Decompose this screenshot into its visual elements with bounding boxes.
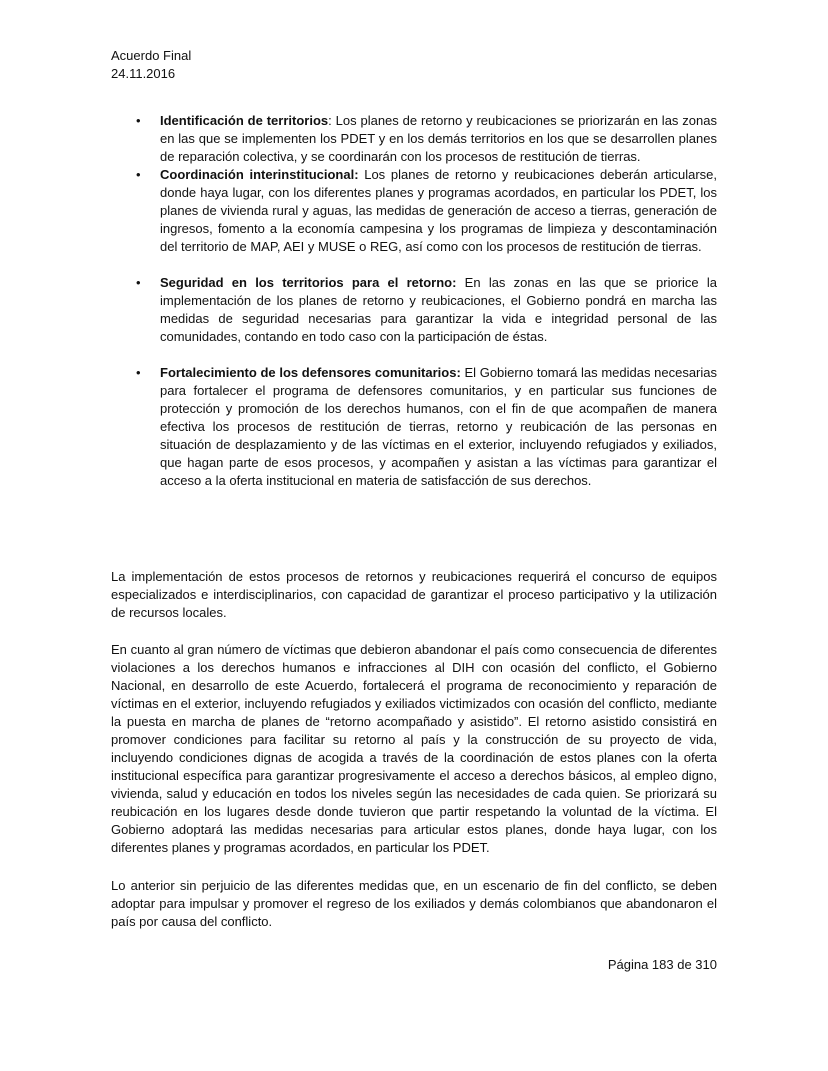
list-item <box>136 112 718 166</box>
bullet-text: Los planes de retorno y reubicaciones deberán articularse, donde haya lugar, con los diferentes planes y programas acordados, en particular los PDET, los planes de vivienda rural y aguas, las medidas de generación de acceso a tierras, generación de ingresos, fomento a la economía campesina y los programas de limpieza y descontaminación del territorio de MAP, AEI y MUSE o REG, así como con los procesos de restitución de tierras. <box>160 167 717 254</box>
list-item <box>136 274 717 346</box>
bullet-marker: • <box>136 365 141 380</box>
document-header <box>111 47 191 83</box>
bullet-marker: • <box>136 275 141 290</box>
body-paragraph: En cuanto al gran número de víctimas que debieron abandonar el país como consecuencia de diferentes violaciones a los derechos humanos e infracciones al DIH con ocasión del conflicto, el Gobierno Nacional, en desarrollo de este Acuerdo, fortalecerá el programa de reconocimiento y reparación de víctimas en el exterior, incluyendo refugiados y exiliados victimizados con ocasión del conflicto, mediante la puesta en marcha de planes de “retorno acompañado y asistido”. El retorno asistido consistirá en promover condiciones para facilitar su retorno al país y la construcción de su proyecto de vida, incluyendo condiciones dignas de acogida a través de la coordinación de estos planes con la oferta institucional específica para garantizar progresivamente el acceso a derechos básicos, al empleo digno, vivienda, salud y educación en todos los niveles según las necesidades de cada quien. Se priorizará su reubicación en los lugares desde donde tuvieron que partir respetando la voluntad de la víctima. El Gobierno adoptará las medidas necesarias para articular estos planes, donde haya lugar, con los diferentes planes y programas acordados, en particular los PDET. <box>111 642 717 855</box>
list-item <box>136 364 718 490</box>
bullet-heading: Fortalecimiento de los defensores comunitarios: <box>160 365 461 380</box>
bullet-text: : Los planes de retorno y reubicaciones se priorizarán en las zonas en las que se implementen los PDET y en los demás territorios en los que se desarrollen planes de reparación colectiva, y se coordinarán con los procesos de restitución de tierras. <box>160 113 718 164</box>
document-title: Acuerdo Final <box>111 48 192 63</box>
bullet-text: El Gobierno tomará las medidas necesarias para fortalecer el programa de defensores comunitarios, y en particular sus funciones de protección y promoción de los derechos humanos, con el fin de que acompañen de manera efectiva los procesos de restitución de tierras, retorno y reubicación de las personas en situación de desplazamiento y de las víctimas en el exterior, incluyendo refugiados y exiliados, que hagan parte de esos procesos, y acompañen y asistan a las víctimas para garantizar el acceso a la oferta institucional en materia de satisfacción de sus derechos. <box>160 365 718 488</box>
list-spacer <box>160 256 717 274</box>
bullet-heading: Coordinación interinstitucional: <box>160 167 359 182</box>
list-spacer <box>160 346 717 364</box>
bullet-heading: Identificación de territorios <box>160 113 329 128</box>
bullet-marker: • <box>136 113 141 128</box>
page-number: Página 183 de 310 <box>607 957 717 972</box>
bullet-marker: • <box>136 167 141 182</box>
bullet-list <box>136 112 718 490</box>
list-item <box>136 166 717 256</box>
bullet-heading: Seguridad en los territorios para el retorno: <box>160 275 457 290</box>
body-paragraph: Lo anterior sin perjuicio de las diferentes medidas que, en un escenario de fin del conflicto, se deben adoptar para impulsar y promover el regreso de los exiliados y demás colombianos que abandonaron el país por causa del conflicto. <box>111 878 717 929</box>
document-date: 24.11.2016 <box>111 66 176 81</box>
body-paragraph: La implementación de estos procesos de retornos y reubicaciones requerirá el concurso de equipos especializados e interdisciplinarios, con capacidad de garantizar el proceso participativo y la utilización de recursos locales. <box>111 569 717 620</box>
bullet-text: En las zonas en las que se priorice la implementación de los planes de retorno y reubicaciones, el Gobierno pondrá en marcha las medidas de seguridad necesarias para garantizar la vida e integridad personal de las comunidades, contando en todo caso con la participación de éstas. <box>160 275 717 344</box>
